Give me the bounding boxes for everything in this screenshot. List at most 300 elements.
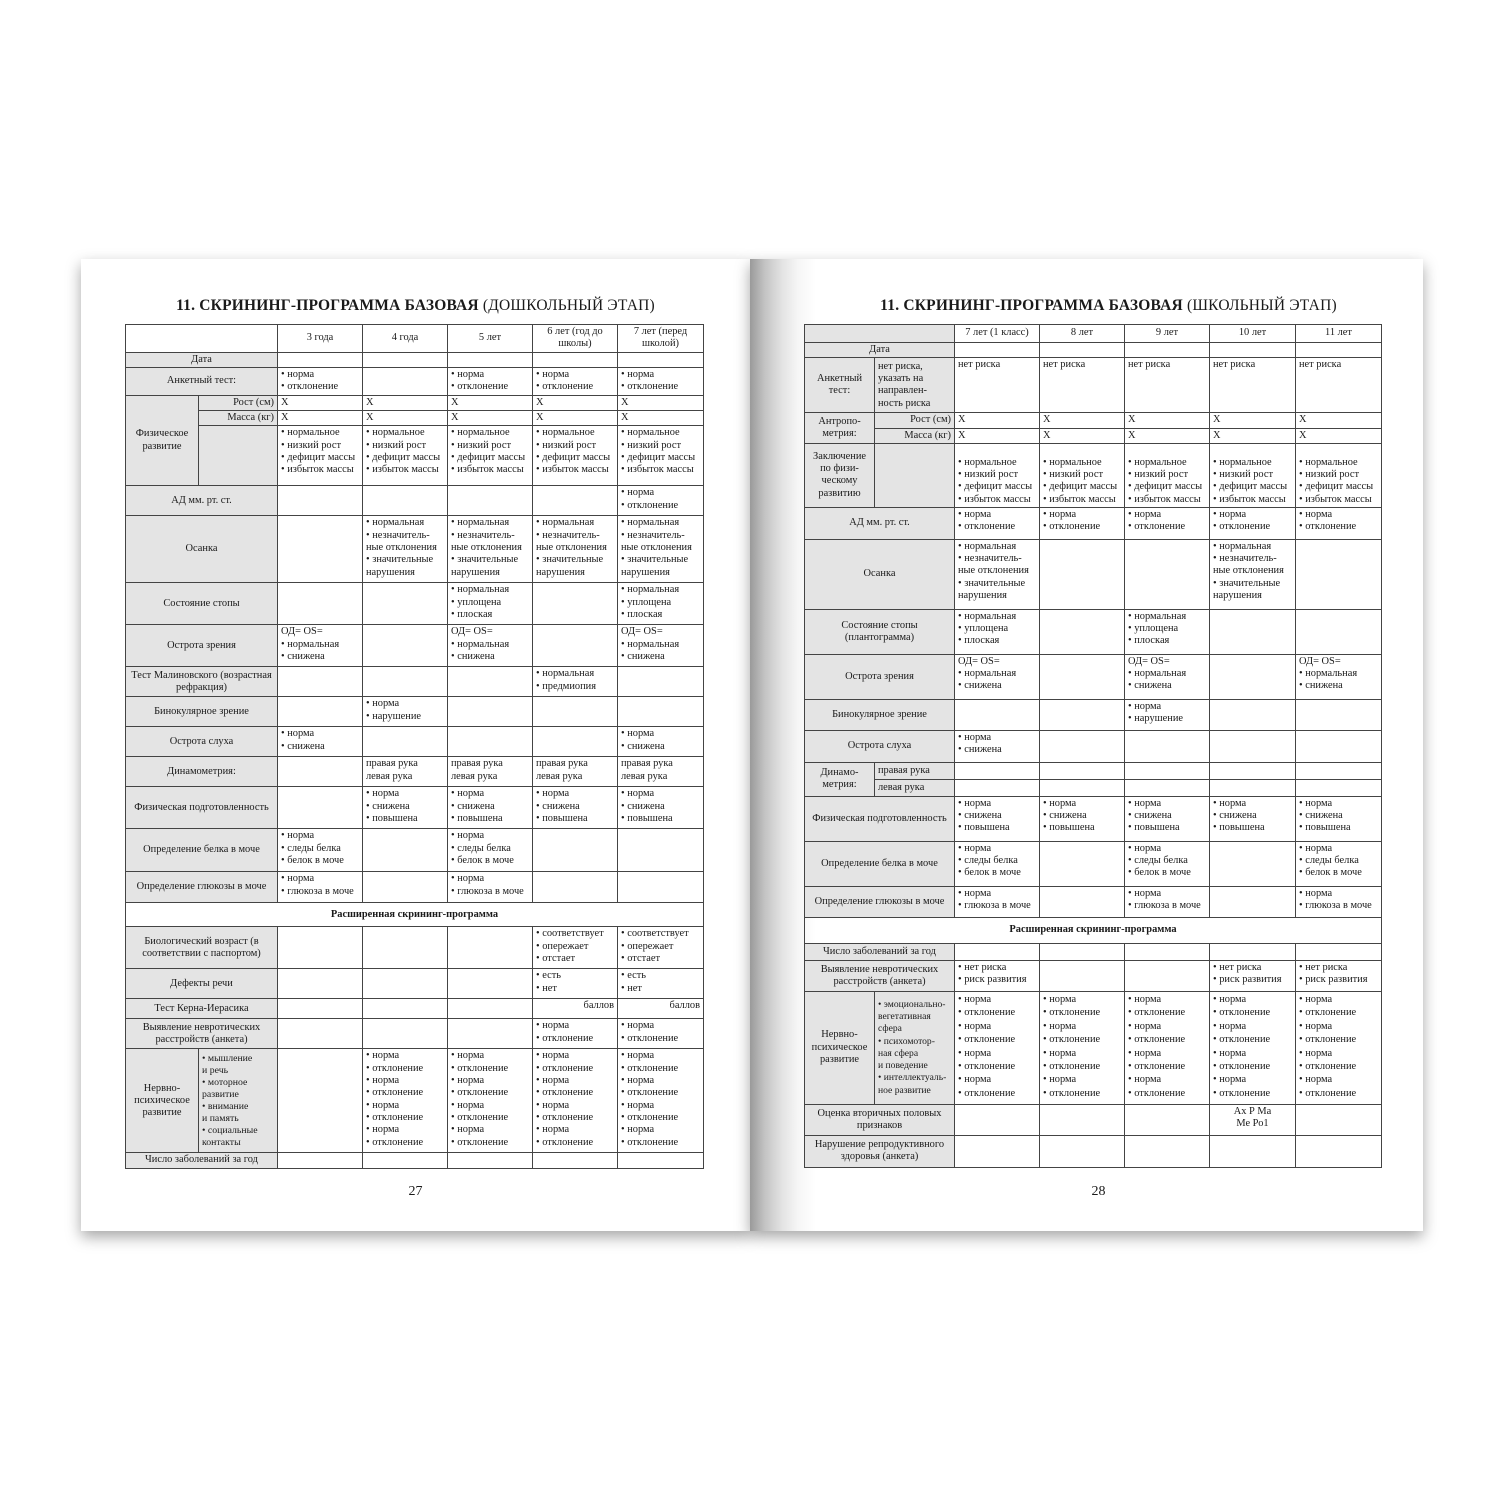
row-label: Острота слуха	[805, 730, 955, 762]
table-cell[interactable]	[363, 367, 448, 395]
table-cell[interactable]	[1125, 960, 1210, 991]
table-cell[interactable]	[533, 697, 618, 727]
row-label: Бинокулярное зрение	[126, 697, 278, 727]
table-cell: нет риска	[1210, 358, 1296, 413]
table-cell[interactable]	[448, 1153, 533, 1168]
table-cell: • норма • глюкоза в моче	[955, 886, 1040, 917]
table-cell: • нормальная • незначитель- ные отклонения • значительные нарушения	[448, 516, 533, 583]
table-cell: • норма • снижена • повышена	[448, 787, 533, 829]
header-cell: 8 лет	[1040, 325, 1125, 343]
table-cell[interactable]	[363, 927, 448, 969]
table-cell[interactable]	[363, 625, 448, 667]
table-cell[interactable]	[1210, 762, 1296, 779]
table-cell[interactable]	[618, 872, 704, 903]
table-cell[interactable]	[1210, 699, 1296, 730]
row-label: Физическое развитие	[126, 395, 199, 486]
table-cell[interactable]	[533, 583, 618, 625]
table-cell: X	[363, 395, 448, 410]
table-cell: правая рука левая рука	[533, 757, 618, 787]
table-cell: X	[618, 395, 704, 410]
table-row	[126, 787, 704, 829]
header-cell: 5 лет	[448, 325, 533, 353]
table-cell[interactable]	[1040, 779, 1125, 796]
row-label: Дата	[805, 343, 955, 358]
table-cell: X	[1210, 428, 1296, 443]
table-row	[126, 395, 704, 410]
table-cell[interactable]	[533, 625, 618, 667]
table-cell: • нормальное • низкий рост • дефицит массы • избыток массы	[955, 443, 1040, 507]
table-cell[interactable]	[1296, 730, 1382, 762]
row-label: Определение белка в моче	[126, 829, 278, 872]
row-label: Острота слуха	[126, 727, 278, 757]
header-cell: 10 лет	[1210, 325, 1296, 343]
row-label: Число заболеваний за год	[805, 943, 955, 960]
table-cell[interactable]	[278, 999, 363, 1019]
table-cell: X	[1125, 413, 1210, 428]
right-page	[750, 259, 1423, 1231]
table-cell: нет риска	[1040, 358, 1125, 413]
table-cell[interactable]	[1125, 1135, 1210, 1167]
sub-label: нет риска, указать на направлен-ность риска	[875, 358, 955, 413]
row-label: Анкетный тест:	[126, 367, 278, 395]
table-cell: • есть • нет	[618, 969, 704, 999]
row-label: Заключение по физи-ческому развитию	[805, 443, 875, 507]
table-cell: • норма • снижена • повышена	[1125, 796, 1210, 841]
table-row	[805, 507, 1382, 539]
table-cell[interactable]	[363, 583, 448, 625]
row-label: Оценка вторичных половых признаков	[805, 1104, 955, 1135]
page-title	[772, 297, 1423, 315]
table-cell: • норма • отклонение • норма • отклонение • норма • отклонение • норма • отклонение	[1125, 991, 1210, 1104]
header-cell: 9 лет	[1125, 325, 1210, 343]
row-label: Нервно-психическое развитие	[805, 991, 875, 1104]
table-cell[interactable]	[448, 727, 533, 757]
table-row	[126, 352, 704, 367]
table-cell[interactable]	[363, 969, 448, 999]
table-cell[interactable]	[955, 699, 1040, 730]
table-cell[interactable]	[1040, 841, 1125, 886]
table-cell: нет риска	[955, 358, 1040, 413]
table-cell: X	[955, 428, 1040, 443]
table-cell: • нормальное • низкий рост • дефицит массы • избыток массы	[1210, 443, 1296, 507]
row-label: Острота зрения	[805, 654, 955, 699]
table-cell: • нормальная • незначитель- ные отклонения • значительные нарушения	[363, 516, 448, 583]
table-cell[interactable]	[618, 697, 704, 727]
table-cell: • норма • отклонение	[618, 1019, 704, 1049]
table-cell[interactable]	[1296, 539, 1382, 609]
header-cell: 7 лет (перед школой)	[618, 325, 704, 353]
row-label: Антропо-метрия:	[805, 413, 875, 444]
table-cell[interactable]	[363, 727, 448, 757]
table-cell: • нормальная • уплощена • плоская	[1125, 609, 1210, 654]
table-cell[interactable]	[1125, 1104, 1210, 1135]
table-row	[805, 343, 1382, 358]
table-cell[interactable]	[618, 829, 704, 872]
table-cell[interactable]	[448, 969, 533, 999]
row-label: Выявление невротических расстройств (анкета)	[126, 1019, 278, 1049]
table-cell: X	[955, 413, 1040, 428]
row-label: Биологический возраст (в соответствии с паспортом)	[126, 927, 278, 969]
table-cell: ОД= OS= • нормальная • снижена	[1125, 654, 1210, 699]
table-cell[interactable]	[1040, 762, 1125, 779]
row-label: Осанка	[126, 516, 278, 583]
table-cell: правая рука левая рука	[618, 757, 704, 787]
table-cell: • нормальная • уплощена • плоская	[618, 583, 704, 625]
table-cell: • нормальная • незначитель- ные отклонения • значительные нарушения	[955, 539, 1040, 609]
table-cell[interactable]	[1210, 779, 1296, 796]
table-cell[interactable]	[278, 583, 363, 625]
table-cell[interactable]	[278, 486, 363, 516]
table-cell: • норма • отклонение	[448, 367, 533, 395]
table-cell: ОД= OS= • нормальная • снижена	[1296, 654, 1382, 699]
sub-label: Масса (кг)	[875, 428, 955, 443]
page-number: 28	[1091, 1184, 1106, 1199]
table-cell[interactable]	[1125, 779, 1210, 796]
table-header-row	[805, 325, 1382, 343]
table-cell: • норма • снижена • повышена	[363, 787, 448, 829]
table-row	[126, 411, 704, 426]
table-cell[interactable]	[1125, 343, 1210, 358]
table-cell[interactable]	[1210, 943, 1296, 960]
table-cell: • норма • отклонение	[533, 367, 618, 395]
table-cell[interactable]	[1040, 1104, 1125, 1135]
table-row	[126, 1019, 704, 1049]
table-cell: • нормальное • низкий рост • дефицит массы • избыток массы	[1296, 443, 1382, 507]
table-cell[interactable]	[955, 1135, 1040, 1167]
table-cell[interactable]	[1210, 654, 1296, 699]
table-row	[126, 757, 704, 787]
left-page	[81, 259, 750, 1231]
table-cell[interactable]	[533, 352, 618, 367]
row-label: Тест Малиновского (возрастная рефракция)	[126, 667, 278, 697]
table-row	[805, 358, 1382, 413]
table-cell[interactable]	[363, 667, 448, 697]
row-label: Определение глюкозы в моче	[126, 872, 278, 903]
table-cell: баллов	[618, 999, 704, 1019]
table-row	[126, 1153, 704, 1168]
table-cell[interactable]	[1210, 1135, 1296, 1167]
header-cell: 6 лет (год до школы)	[533, 325, 618, 353]
table-cell[interactable]	[533, 872, 618, 903]
table-cell[interactable]	[955, 779, 1040, 796]
row-label: Дефекты речи	[126, 969, 278, 999]
screening-table-preschool	[125, 324, 704, 1169]
table-cell[interactable]	[1125, 730, 1210, 762]
table-cell: X	[278, 395, 363, 410]
section-row	[805, 917, 1382, 943]
table-cell: • норма • снижена • повышена	[1210, 796, 1296, 841]
table-cell: • норма • отклонение • норма • отклонение • норма • отклонение • норма • отклонение	[1040, 991, 1125, 1104]
table-cell: • норма • отклонение • норма • отклонение • норма • отклонение • норма • отклонение	[1210, 991, 1296, 1104]
table-cell[interactable]	[278, 667, 363, 697]
row-label: Выявление невротических расстройств (анкета)	[805, 960, 955, 991]
table-row	[126, 426, 704, 486]
table-cell: • норма • глюкоза в моче	[1296, 886, 1382, 917]
table-cell: X	[278, 411, 363, 426]
row-label: Осанка	[805, 539, 955, 609]
table-row	[805, 609, 1382, 654]
sub-label-empty	[875, 443, 955, 507]
table-cell: X	[533, 395, 618, 410]
page-title	[81, 297, 750, 315]
sub-label: Масса (кг)	[199, 411, 278, 426]
table-cell: нет риска	[1125, 358, 1210, 413]
table-row	[126, 625, 704, 667]
table-cell[interactable]	[363, 1153, 448, 1168]
table-cell[interactable]	[1210, 343, 1296, 358]
title-subtitle: (ДОШКОЛЬНЫЙ ЭТАП)	[482, 297, 655, 314]
row-label: Состояние стопы (плантограмма)	[805, 609, 955, 654]
table-cell[interactable]	[448, 927, 533, 969]
table-cell[interactable]	[278, 1049, 363, 1153]
table-cell[interactable]	[448, 352, 533, 367]
table-cell: • норма • следы белка • белок в моче	[955, 841, 1040, 886]
table-cell: • норма • отклонение • норма • отклонение • норма • отклонение • норма • отклонение	[448, 1049, 533, 1153]
table-cell[interactable]	[618, 352, 704, 367]
header-cell: 4 года	[363, 325, 448, 353]
table-row	[126, 969, 704, 999]
table-cell: Ах Р Ма Ме Ро1	[1210, 1104, 1296, 1135]
table-cell: • норма • снижена • повышена	[618, 787, 704, 829]
sub-label: левая рука	[875, 779, 955, 796]
row-label: Нервно-психическое развитие	[126, 1049, 199, 1153]
table-cell[interactable]	[1125, 762, 1210, 779]
table-cell: • норма • отклонение	[1125, 507, 1210, 539]
table-cell[interactable]	[278, 1153, 363, 1168]
table-cell: • норма • отклонение	[955, 507, 1040, 539]
table-cell[interactable]	[618, 1153, 704, 1168]
sub-label: правая рука	[875, 762, 955, 779]
table-cell: • нормальное • низкий рост • дефицит массы • избыток массы	[278, 426, 363, 486]
table-cell: • норма • глюкоза в моче	[278, 872, 363, 903]
table-row	[805, 1135, 1382, 1167]
row-label: Бинокулярное зрение	[805, 699, 955, 730]
table-cell[interactable]	[363, 999, 448, 1019]
table-cell[interactable]	[1125, 943, 1210, 960]
title-main: 11. СКРИНИНГ-ПРОГРАММА БАЗОВАЯ	[880, 297, 1183, 314]
table-cell[interactable]	[1040, 886, 1125, 917]
table-cell: • норма • глюкоза в моче	[448, 872, 533, 903]
table-cell[interactable]	[278, 516, 363, 583]
table-row	[805, 730, 1382, 762]
table-cell: • нормальное • низкий рост • дефицит массы • избыток массы	[533, 426, 618, 486]
table-cell[interactable]	[278, 697, 363, 727]
table-cell[interactable]	[278, 969, 363, 999]
table-cell[interactable]	[363, 1019, 448, 1049]
row-label: АД мм. рт. ст.	[805, 507, 955, 539]
table-row	[126, 367, 704, 395]
table-cell[interactable]	[448, 1019, 533, 1049]
table-cell: X	[618, 411, 704, 426]
table-cell[interactable]	[1040, 654, 1125, 699]
table-cell: • нет риска • риск развития	[1210, 960, 1296, 991]
table-cell[interactable]	[363, 872, 448, 903]
table-row	[126, 667, 704, 697]
table-row	[805, 779, 1382, 796]
table-cell: • нет риска • риск развития	[1296, 960, 1382, 991]
table-cell: X	[533, 411, 618, 426]
table-cell[interactable]	[1040, 699, 1125, 730]
table-cell[interactable]	[1296, 699, 1382, 730]
table-cell[interactable]	[1210, 730, 1296, 762]
table-cell: X	[1040, 428, 1125, 443]
table-cell[interactable]	[363, 829, 448, 872]
table-row	[805, 960, 1382, 991]
table-cell[interactable]	[1040, 943, 1125, 960]
table-cell: • нормальная • незначитель- ные отклонения • значительные нарушения	[533, 516, 618, 583]
table-cell: • норма • отклонение • норма • отклонение • норма • отклонение • норма • отклонение	[533, 1049, 618, 1153]
table-row	[126, 697, 704, 727]
table-cell[interactable]	[448, 667, 533, 697]
table-cell[interactable]	[448, 697, 533, 727]
table-cell[interactable]	[1296, 1104, 1382, 1135]
sub-label-empty	[199, 426, 278, 486]
table-cell: • норма • отклонение	[1210, 507, 1296, 539]
table-cell[interactable]	[278, 787, 363, 829]
table-cell: • норма • отклонение • норма • отклонение • норма • отклонение • норма • отклонение	[1296, 991, 1382, 1104]
table-row	[805, 796, 1382, 841]
table-cell: • норма • снижена • повышена	[533, 787, 618, 829]
table-cell: • норма • нарушение	[1125, 699, 1210, 730]
table-cell: ОД= OS= • нормальная • снижена	[278, 625, 363, 667]
table-cell[interactable]	[1040, 960, 1125, 991]
table-cell[interactable]	[1296, 609, 1382, 654]
table-row	[805, 841, 1382, 886]
table-cell[interactable]	[1040, 1135, 1125, 1167]
table-cell: • нормальное • низкий рост • дефицит массы • избыток массы	[1040, 443, 1125, 507]
table-cell: • нормальное • низкий рост • дефицит массы • избыток массы	[448, 426, 533, 486]
header-cell: 11 лет	[1296, 325, 1382, 343]
table-cell[interactable]	[1296, 943, 1382, 960]
sub-label: • эмоционально- вегетативная сфера • психомотор- ная сфера и поведение • интеллектуаль- ное развитие	[875, 991, 955, 1104]
table-cell[interactable]	[1296, 343, 1382, 358]
table-cell[interactable]	[1210, 886, 1296, 917]
table-cell: • норма • отклонение	[618, 367, 704, 395]
table-cell[interactable]	[955, 943, 1040, 960]
table-cell[interactable]	[955, 343, 1040, 358]
table-cell: • норма • снижена • повышена	[1296, 796, 1382, 841]
table-cell: • нормальная • незначитель- ные отклонения • значительные нарушения	[1210, 539, 1296, 609]
row-label: АД мм. рт. ст.	[126, 486, 278, 516]
table-cell: • норма • снижена • повышена	[1040, 796, 1125, 841]
table-cell: • нормальная • уплощена • плоская	[448, 583, 533, 625]
row-label: Дата	[126, 352, 278, 367]
table-cell: • соответствует • опережает • отстает	[533, 927, 618, 969]
table-cell[interactable]	[278, 757, 363, 787]
table-cell[interactable]	[448, 999, 533, 1019]
row-label: Анкетный тест:	[805, 358, 875, 413]
table-cell: баллов	[533, 999, 618, 1019]
section-title: Расширенная скрининг-программа	[805, 917, 1382, 943]
table-row	[805, 428, 1382, 443]
table-cell[interactable]	[1210, 609, 1296, 654]
table-row	[126, 829, 704, 872]
table-cell: • норма • следы белка • белок в моче	[448, 829, 533, 872]
table-cell: X	[1296, 413, 1382, 428]
title-main: 11. СКРИНИНГ-ПРОГРАММА БАЗОВАЯ	[176, 297, 479, 314]
table-cell[interactable]	[278, 352, 363, 367]
table-cell[interactable]	[1040, 730, 1125, 762]
table-cell: • норма • снижена	[618, 727, 704, 757]
table-cell[interactable]	[533, 486, 618, 516]
table-cell[interactable]	[1125, 539, 1210, 609]
table-row	[805, 443, 1382, 507]
table-row	[126, 872, 704, 903]
table-row	[126, 583, 704, 625]
table-row	[805, 413, 1382, 428]
sub-label: Рост (см)	[199, 395, 278, 410]
table-cell: • норма • отклонение	[618, 486, 704, 516]
table-cell[interactable]	[1296, 762, 1382, 779]
table-cell: • нормальная • уплощена • плоская	[955, 609, 1040, 654]
table-cell[interactable]	[533, 829, 618, 872]
screening-table-school	[804, 324, 1382, 1168]
table-row	[126, 999, 704, 1019]
table-cell: ОД= OS= • нормальная • снижена	[618, 625, 704, 667]
table-cell: • норма • отклонение	[1040, 507, 1125, 539]
table-cell: • нормальная • незначитель- ные отклонения • значительные нарушения	[618, 516, 704, 583]
table-cell: X	[363, 411, 448, 426]
table-cell[interactable]	[278, 927, 363, 969]
title-subtitle: (ШКОЛЬНЫЙ ЭТАП)	[1186, 297, 1337, 314]
table-cell[interactable]	[618, 667, 704, 697]
table-cell[interactable]	[955, 1104, 1040, 1135]
table-cell: • норма • снижена	[278, 727, 363, 757]
table-cell: • норма • следы белка • белок в моче	[278, 829, 363, 872]
sub-label: Рост (см)	[875, 413, 955, 428]
table-cell[interactable]	[1040, 343, 1125, 358]
row-label: Состояние стопы	[126, 583, 278, 625]
row-label: Тест Керна-Иерасика	[126, 999, 278, 1019]
table-cell[interactable]	[533, 1153, 618, 1168]
table-cell: • нормальная • предмиопия	[533, 667, 618, 697]
table-row	[126, 1049, 704, 1153]
row-label: Динамо-метрия:	[805, 762, 875, 796]
table-row	[126, 727, 704, 757]
table-cell[interactable]	[1296, 779, 1382, 796]
page-number: 27	[408, 1184, 423, 1199]
table-cell[interactable]	[278, 1019, 363, 1049]
table-cell[interactable]	[363, 352, 448, 367]
table-cell[interactable]	[955, 762, 1040, 779]
table-cell[interactable]	[533, 727, 618, 757]
table-cell[interactable]	[1040, 539, 1125, 609]
table-cell: X	[448, 411, 533, 426]
table-cell: • норма • глюкоза в моче	[1125, 886, 1210, 917]
table-cell: X	[1125, 428, 1210, 443]
table-cell[interactable]	[363, 486, 448, 516]
table-cell: • норма • отклонение	[1296, 507, 1382, 539]
table-cell[interactable]	[1296, 1135, 1382, 1167]
table-row	[805, 654, 1382, 699]
table-cell: X	[1040, 413, 1125, 428]
table-cell: • норма • нарушение	[363, 697, 448, 727]
row-label: Определение белка в моче	[805, 841, 955, 886]
table-row	[805, 943, 1382, 960]
table-cell: • норма • отклонение • норма • отклонение • норма • отклонение • норма • отклонение	[955, 991, 1040, 1104]
table-cell: • норма • следы белка • белок в моче	[1125, 841, 1210, 886]
table-cell[interactable]	[448, 486, 533, 516]
table-cell[interactable]	[1210, 841, 1296, 886]
row-label: Острота зрения	[126, 625, 278, 667]
row-label: Определение глюкозы в моче	[805, 886, 955, 917]
table-header-row	[126, 325, 704, 353]
table-cell: правая рука левая рука	[363, 757, 448, 787]
table-row	[805, 762, 1382, 779]
table-cell[interactable]	[1040, 609, 1125, 654]
row-label: Физическая подготовленность	[126, 787, 278, 829]
table-cell: правая рука левая рука	[448, 757, 533, 787]
